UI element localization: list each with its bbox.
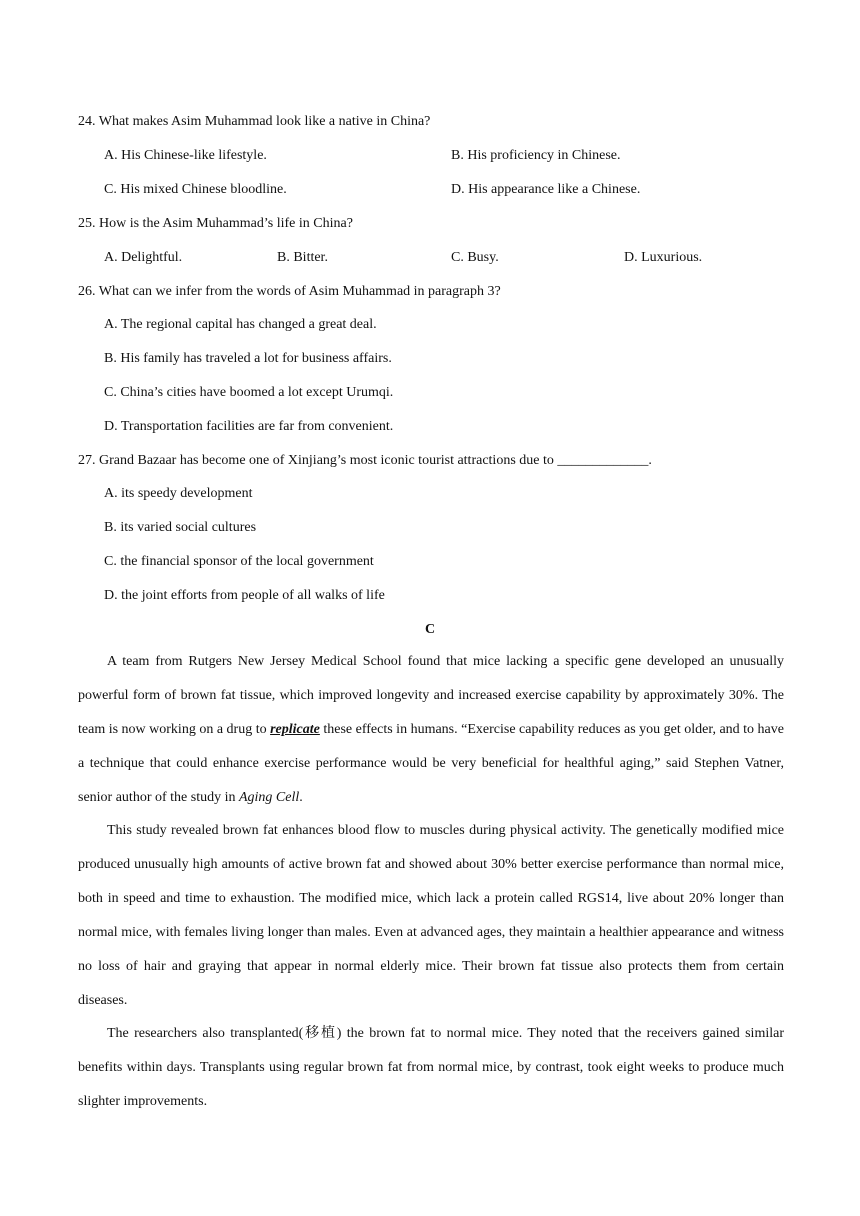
question-25-option-a: A. Delightful. [104,250,183,265]
question-24-option-b: B. His proficiency in Chinese. [451,148,621,163]
question-24-stem: 24. What makes Asim Muhammad look like a native in China? [78,114,431,129]
passage-paragraph-2: This study revealed brown fat enhances blood flow to muscles during physical activity. The genetically modified mice produced unusually high amounts of active brown fat and showed about 30% better exercise performance than normal mice, both in speed and time to exhaustion. The modified mice, which lack a protein called RGS14, live about 20% longer than normal mice, with females living longer than males. Even at advanced ages, they maintain a healthier appearance and witness no loss of hair and graying that appear in normal elderly mice. Their brown fat tissue also protects them from certain diseases. [78,823,784,1008]
section-title: C [424,622,436,637]
journal-name: Aging Cell [238,790,300,805]
question-25-option-b: B. Bitter. [277,250,328,265]
question-24-option-a: A. His Chinese-like lifestyle. [104,148,267,163]
question-27-stem: 27. Grand Bazaar has become one of Xinjiang’s most iconic tourist attractions due to _____________. [78,453,652,468]
question-26-option-b: B. His family has traveled a lot for business affairs. [104,351,392,366]
question-27-option-d: D. the joint efforts from people of all walks of life [104,588,385,603]
p1-text-after: . [299,790,303,805]
question-27-option-b: B. its varied social cultures [104,520,257,535]
question-24-option-d: D. His appearance like a Chinese. [451,182,641,197]
p1-text-before: A team from Rutgers New Jersey Medical School found that mice lacking a specific gene developed an unusually powerful form of brown fat tissue, which improved longevity and increased exercise capability by approximately 30%. The team is now working on a drug to [78,654,784,737]
question-27-option-c: C. the financial sponsor of the local government [104,554,374,569]
question-25-option-d: D. Luxurious. [624,250,703,265]
passage-paragraph-3: The researchers also transplanted(移植) the brown fat to normal mice. They noted that the receivers gained similar benefits within days. Transplants using regular brown fat from normal mice, by contrast, took eight weeks to produce much slighter improvements. [78,1026,784,1109]
passage-paragraph-1 [78,645,784,815]
question-24-option-c: C. His mixed Chinese bloodline. [104,182,287,197]
question-26-option-d: D. Transportation facilities are far from convenient. [104,419,394,434]
question-25-option-c: C. Busy. [451,250,499,265]
p1-text-middle: these effects in humans. “Exercise capability reduces as you get older, and to have a technique that could enhance exercise performance would be very beneficial for healthful aging,” said Stephen Vatner, senior author of the study in [78,722,784,805]
question-26-option-a: A. The regional capital has changed a great deal. [104,317,377,332]
question-25-stem: 25. How is the Asim Muhammad’s life in China? [78,216,353,231]
question-26-stem: 26. What can we infer from the words of Asim Muhammad in paragraph 3? [78,284,501,299]
question-27-option-a: A. its speedy development [104,486,253,501]
question-26-option-c: C. China’s cities have boomed a lot except Urumqi. [104,385,394,400]
highlighted-word: replicate [270,722,320,737]
